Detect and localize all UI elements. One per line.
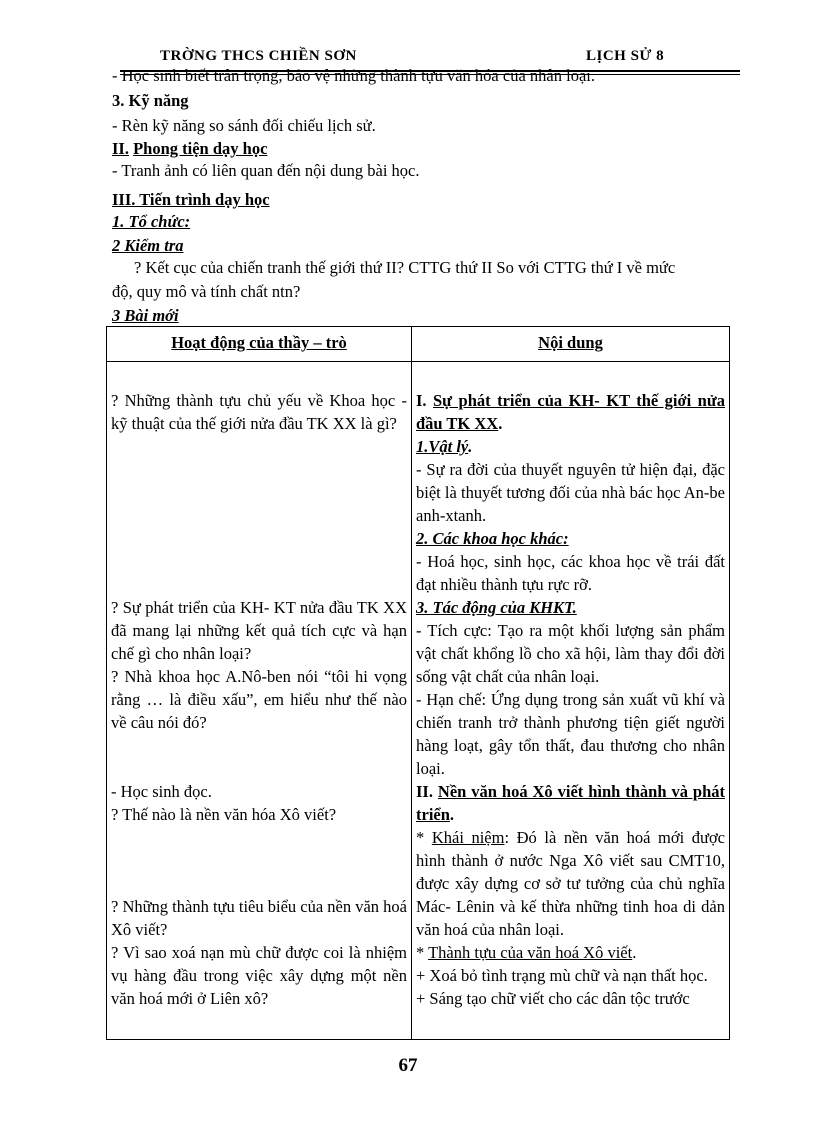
table-header-row — [107, 327, 730, 362]
section-2-num: II. — [416, 782, 433, 801]
content-column — [412, 362, 730, 1040]
means-text: - Tranh ảnh có liên quan đến nội dung bài học. — [112, 161, 420, 180]
question-kh-impact: ? Sự phát triển của KH- KT nửa đầu TK XX đã mang lại những kết quả tích cực và hạn chế gì cho nhân loại? — [111, 598, 407, 663]
question-nobel-quote: ? Nhà khoa học A.Nô-ben nói “tôi hi vọng rằng … là điều xấu”, em hiểu như thế nào về câu nói đó? — [111, 667, 407, 732]
organization-heading: 1. Tổ chức: — [112, 212, 191, 231]
achievement-literacy: + Xoá bỏ tình trạng mù chữ và nạn thất học. — [416, 966, 708, 985]
question-soviet-culture: ? Thế nào là nền văn hóa Xô viết? — [111, 805, 337, 824]
skills-heading: 3. Kỹ năng — [112, 91, 189, 110]
section-1-num: I. — [416, 391, 427, 410]
spacer — [111, 734, 407, 780]
section-1-title: Sự phát triển của KH- KT thế giới nửa đầu TK XX — [416, 391, 725, 433]
spacer — [111, 366, 407, 389]
section-2-end: . — [449, 805, 455, 824]
spacer — [111, 435, 407, 596]
achievements-heading — [416, 941, 725, 964]
section-2-heading — [416, 780, 725, 826]
new-lesson-heading: 3 Bài mới — [112, 306, 179, 325]
check-question-line1: ? Kết cục của chiến tranh thế giới thứ II? CTTG thứ II So với CTTG thứ I về mức — [134, 258, 676, 277]
section-1-heading — [416, 389, 725, 435]
achievements-star: * — [416, 943, 425, 962]
other-sciences-text: - Hoá học, sinh học, các khoa học về trái đất đạt nhiều thành tựu rực rỡ. — [416, 552, 725, 594]
cut-line: - Học sinh biết trân trọng, bảo vệ những thành tựu văn hóa của nhân loại. — [112, 66, 595, 85]
physics-text: - Sự ra đời của thuyết nguyên tử hiện đại, đặc biệt là thuyết tương đối của nhà bác học An-be anh-xtanh. — [416, 460, 725, 525]
means-heading — [112, 139, 267, 159]
means-num: II. — [112, 139, 129, 158]
other-sciences-heading: 2. Các khoa học khác: — [416, 529, 569, 548]
section-2-title: Nền văn hoá Xô viết hình thành và phát triển — [416, 782, 726, 824]
table-body-row — [107, 362, 730, 1040]
question-soviet-achievements: ? Những thành tựu tiêu biểu của nền văn hoá Xô viết? — [111, 897, 408, 939]
question-kh-achievements: ? Những thành tựu chủ yếu về Khoa học - kỹ thuật của thế giới nửa đầu TK XX là gì? — [111, 391, 407, 433]
achievements-label: Thành tựu của văn hoá Xô viết — [428, 943, 633, 962]
header-activity: Hoạt động của thầy – trò — [107, 327, 412, 362]
activity-column — [107, 362, 412, 1040]
means-title: Phong tiện dạy học — [133, 139, 268, 158]
impact-positive: - Tích cực: Tạo ra một khối lượng sản phẩm vật chất khổng lồ cho xã hội, làm thay đổi đời sống vật chất của nhân loại. — [416, 621, 725, 686]
concept-star: * — [416, 828, 425, 847]
achievement-writing: + Sáng tạo chữ viết cho các dân tộc trước — [416, 989, 690, 1008]
header-content: Nội dung — [412, 327, 730, 362]
spacer — [416, 366, 725, 389]
spacer — [111, 826, 407, 895]
school-name: TRỜNG THCS CHIỀN SƠN — [160, 48, 357, 64]
concept-paragraph — [416, 826, 725, 941]
subject-name: LỊCH SỬ 8 — [586, 48, 665, 64]
question-literacy: ? Vì sao xoá nạn mù chữ được coi là nhiệm vụ hàng đầu trong việc xây dựng một nền văn hoá mới ở Liên xô? — [111, 943, 407, 1008]
section-1-end: . — [498, 414, 503, 433]
achievements-end: . — [632, 943, 637, 962]
process-heading: III. Tiến trình dạy học — [112, 190, 270, 209]
physics-title: 1.Vật lý — [416, 437, 469, 456]
check-question-line2: độ, quy mô và tính chất ntn? — [112, 282, 301, 301]
concept-text: : Đó là nền văn hoá mới được hình thành ở nước Nga Xô viết sau CMT10, được xây dựng cơ sở tư tưởng của chủ nghĩa Mác- Lênin và kế thừa những tinh hoa di dản văn hoá của nhân loại. — [416, 828, 725, 939]
physics-end: . — [468, 437, 473, 456]
concept-label: Khái niệm — [431, 828, 505, 847]
skills-text: - Rèn kỹ năng so sánh đối chiếu lịch sử. — [112, 116, 376, 135]
note-student-reads: - Học sinh đọc. — [111, 782, 212, 801]
impact-negative: - Hạn chế: Ứng dụng trong sản xuất vũ khí và chiến tranh trở thành phương tiện giết người hàng loạt, gây tổn thất, đau thương cho nhân loại. — [416, 690, 725, 778]
lesson-table — [106, 326, 730, 1040]
impact-heading: 3. Tác động của KHKT. — [416, 598, 577, 617]
page-number: 67 — [398, 1055, 418, 1076]
physics-heading — [416, 435, 725, 458]
check-heading: 2 Kiểm tra — [112, 236, 184, 255]
